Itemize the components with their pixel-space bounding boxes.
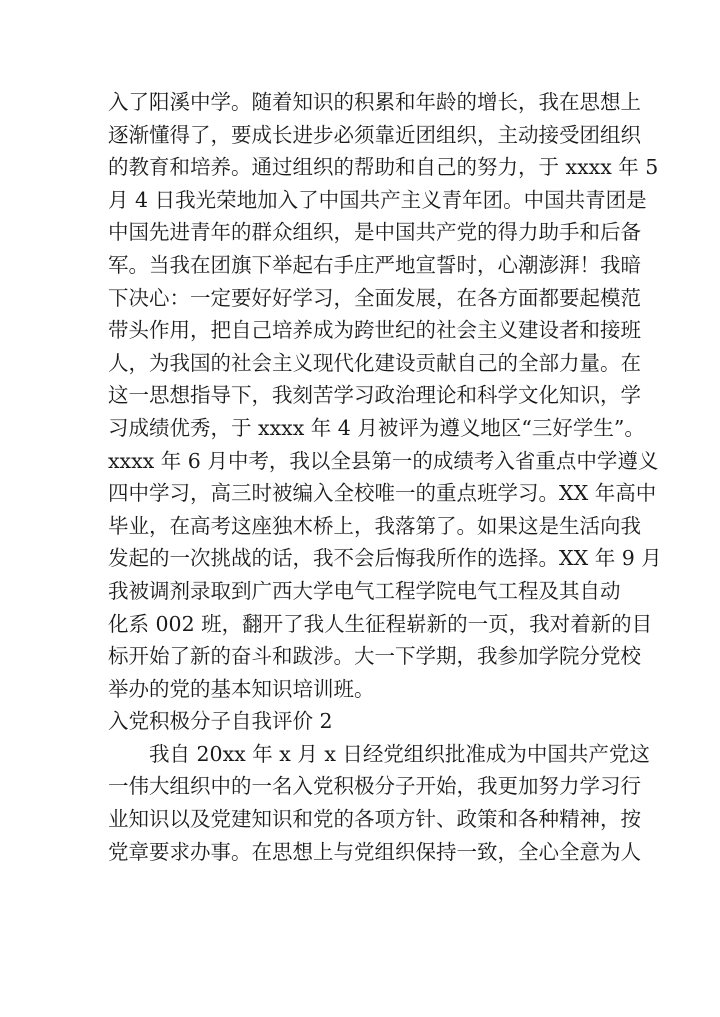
text-line: 中国先进青年的群众组织，是中国共产党的得力助手和后备: [108, 220, 641, 245]
text-line: 毕业，在高考这座独木桥上，我落第了。如果这是生活向我: [108, 513, 641, 538]
text-line: 这一思想指导下，我刻苦学习政治理论和科学文化知识，学: [108, 383, 641, 408]
text-line: 月 4 日我光荣地加入了中国共产主义青年团。中国共青团是: [108, 187, 647, 212]
paragraph-1: [108, 86, 662, 705]
text-line: 一伟大组织中的一名入党积极分子开始，我更加努力学习行: [108, 774, 641, 799]
text-line: 的教育和培养。通过组织的帮助和自己的努力，于 xxxx 年 5: [108, 155, 659, 180]
text-line: 化系 002 班，翻开了我人生征程崭新的一页，我对着新的目: [108, 611, 653, 636]
text-line: 我被调剂录取到广西大学电气工程学院电气工程及其自动: [108, 578, 621, 603]
text-line: 人，为我国的社会主义现代化建设贡献自己的全部力量。在: [108, 350, 641, 375]
text-line: 标开始了新的奋斗和跋涉。大一下学期，我参加学院分党校: [108, 644, 641, 669]
text-line: 发起的一次挑战的话，我不会后悔我所作的选择。XX 年 9 月: [108, 546, 662, 571]
paragraph-2: [108, 738, 650, 868]
text-line: 业知识以及党建知识和党的各项方针、政策和各种精神，按: [108, 807, 641, 832]
section-heading: 入党积极分子自我评价 2: [108, 709, 333, 734]
text-line: 我自 20xx 年 x 月 x 日经党组织批准成为中国共产党这: [149, 741, 650, 766]
text-line: 逐渐懂得了，要成长进步必须靠近团组织，主动接受团组织: [108, 122, 641, 147]
text-line: xxxx 年 6 月中考，我以全县第一的成绩考入省重点中学遵义: [108, 448, 659, 473]
text-line: 军。当我在团旗下举起右手庄严地宣誓时，心潮澎湃！我暗: [108, 252, 641, 277]
text-line: 四中学习，高三时被编入全校唯一的重点班学习。XX 年高中: [108, 481, 657, 506]
text-line: 习成绩优秀，于 xxxx 年 4 月被评为遵义地区“三好学生”。: [108, 415, 645, 440]
text-line: 党章要求办事。在思想上与党组织保持一致，全心全意为人: [108, 839, 641, 864]
text-line: 下决心：一定要好好学习，全面发展，在各方面都要起模范: [108, 285, 641, 310]
document-body: [108, 86, 662, 868]
text-line: 入了阳溪中学。随着知识的积累和年龄的增长，我在思想上: [108, 90, 641, 114]
text-line: 举办的党的基本知识培训班。: [108, 676, 375, 701]
text-line: 带头作用，把自己培养成为跨世纪的社会主义建设者和接班: [108, 318, 641, 343]
